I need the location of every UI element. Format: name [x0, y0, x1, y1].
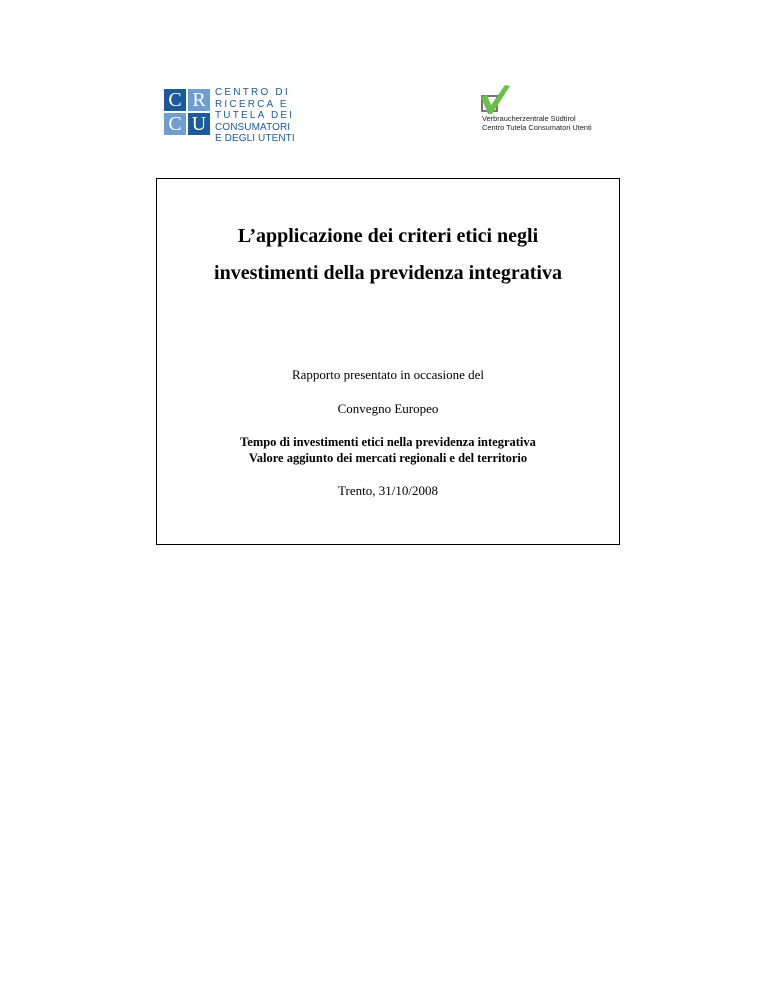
crcu-logo-mark — [164, 89, 210, 135]
event-line-1: Tempo di investimenti etici nella previdenza integrativa — [240, 435, 536, 449]
crcu-text-line: TUTELA DEI — [215, 110, 295, 121]
crcu-text-line: CONSUMATORI — [215, 121, 291, 133]
crcu-letter-u: U — [188, 113, 210, 135]
vz-text-line: Verbraucherzentrale Südtirol — [482, 114, 576, 123]
green-checkmark-icon — [478, 83, 538, 117]
crcu-text-line: E DEGLI UTENTI — [215, 133, 295, 144]
vz-text-line: Centro Tutela Consumatori Utenti — [482, 123, 592, 133]
title-line-2: investimenti della previdenza integrativa — [214, 262, 562, 284]
crcu-text-line: CENTRO DI — [215, 87, 290, 98]
cover-frame — [156, 178, 620, 545]
verbraucherzentrale-logo — [478, 83, 618, 141]
crcu-letter-r: R — [188, 89, 210, 111]
place-date: Trento, 31/10/2008 — [338, 483, 438, 498]
crcu-logo — [164, 86, 295, 144]
event-title — [157, 434, 619, 466]
document-title — [157, 218, 619, 292]
crcu-letter-c-top: C — [164, 89, 186, 111]
title-line-1: L’applicazione dei criteri etici negli — [237, 225, 539, 247]
event-line-2: Valore aggiunto dei mercati regionali e del territorio — [248, 451, 528, 465]
subtitle-line-2: Convegno Europeo — [337, 401, 439, 416]
verbraucherzentrale-text — [482, 114, 592, 133]
subtitle-line-1: Rapporto presentato in occasione del — [291, 367, 485, 382]
crcu-letter-c-bottom: C — [164, 113, 186, 135]
crcu-text-line: RICERCA E — [215, 98, 289, 110]
crcu-logo-text — [215, 87, 297, 145]
